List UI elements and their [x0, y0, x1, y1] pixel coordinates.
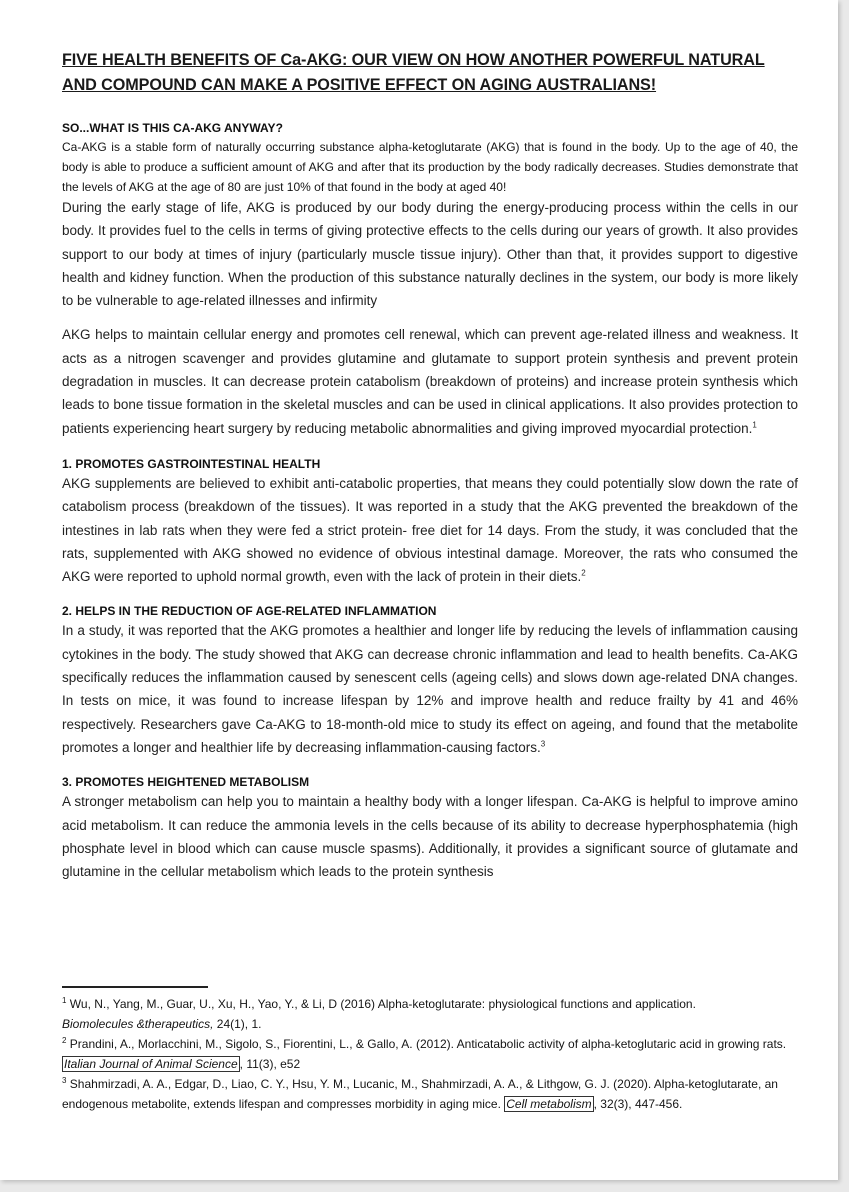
footnote-text: Prandini, A., Morlacchini, M., Sigolo, S., Fiorentini, L., & Gallo, A. (2012). Anticatabolic activity of alpha-ketoglutaric acid in growing rats.	[69, 1037, 787, 1051]
section-body-metabolism: A stronger metabolism can help you to maintain a healthy body with a longer lifespan. Ca-AKG is helpful to improve amino acid metabolism. It can reduce the ammonia levels in the cells because of its ability to decrease hyperphosphatemia (high phosphate level in blood which can cause muscle spasms). Additionally, it provides a significant source of glutamate and glutamine in the cellular metabolism which leads to the protein synthesis	[62, 794, 798, 880]
intro-paragraph-2	[62, 323, 798, 439]
footnote-ref[interactable]: 1	[752, 420, 757, 430]
footnote-details: 24(1), 1.	[216, 1017, 262, 1031]
section-body-gastrointestinal	[62, 472, 798, 588]
footnote-2	[62, 1034, 792, 1074]
section-body-text: AKG supplements are believed to exhibit anti-catabolic properties, that means they could potentially slow down the rate of catabolism process (breakdown of the tissues). It was reported in a study that the AKG prevented the breakdown of the intestines in lab rats when they were fed a strict protein- free diet for 14 days. From the study, it was concluded that the rats, supplemented with AKG showed no evidence of obvious intestinal damage. Moreover, the rats who consumed the AKG were reported to uphold normal growth, even with the lack of protein in their diets.	[62, 475, 798, 585]
footnote-mark: 2	[62, 1036, 67, 1045]
footnote-divider	[62, 986, 208, 988]
section-body-text: In a study, it was reported that the AKG promotes a healthier and longer life by reducing the levels of inflammation causing cytokines in the body. The study showed that AKG can decrease chronic inflammation and lead to health benefits. Ca-AKG specifically reduces the inflammation caused by senescent cells (ageing cells) and slows down age-related DNA changes. In tests on mice, it was found to increase lifespan by 12% and improve health and reduce frailty by 41 and 46% respectively. Researchers gave Ca-AKG to 18-month-old mice to study its effect on ageing, and found that the metabolite promotes a longer and healthier life by decreasing inflammation-causing factors.	[62, 623, 798, 755]
document-content	[62, 48, 798, 883]
footnote-journal-link[interactable]: Cell metabolism	[506, 1097, 592, 1111]
footnote-details: , 11(3), e52	[239, 1057, 301, 1071]
section-body-inflammation	[62, 619, 798, 759]
footnote-text: Wu, N., Yang, M., Guar, U., Xu, H., Yao, Y., & Li, D (2016) Alpha-ketoglutarate: physiological functions and application.	[69, 997, 696, 1011]
footnote-text: Shahmirzadi, A. A., Edgar, D., Liao, C. Y., Hsu, Y. M., Lucanic, M., Shahmirzadi, A. A., & Lithgow, G. J. (2020). Alpha-ketoglutarate, an endogenous metabolite, extends lifespan and compresses morbidity in aging mice.	[62, 1077, 778, 1111]
section-heading-gastrointestinal: 1. PROMOTES GASTROINTESTINAL HEALTH	[62, 456, 321, 471]
footnote-ref[interactable]: 3	[540, 739, 546, 749]
section-heading-metabolism: 3. PROMOTES HEIGHTENED METABOLISM	[62, 775, 310, 790]
footnotes	[62, 994, 792, 1114]
intro-heading: SO...WHAT IS THIS CA-AKG ANYWAY?	[62, 121, 283, 135]
section-heading-inflammation: 2. HELPS IN THE REDUCTION OF AGE-RELATED INFLAMMATION	[62, 604, 437, 619]
footnote-journal: Biomolecules &therapeutics,	[62, 1017, 214, 1031]
footnote-ref[interactable]: 2	[581, 568, 586, 578]
footnote-journal-link[interactable]: Italian Journal of Animal Science	[64, 1057, 238, 1071]
footnote-mark: 1	[62, 996, 67, 1005]
footnote-details: , 32(3), 447-456.	[593, 1097, 683, 1111]
intro-paragraph-2-text: AKG helps to maintain cellular energy and promotes cell renewal, which can prevent age-related illness and weakness. It acts as a nitrogen scavenger and provides glutamine and glutamate to support protein synthesis and prevent protein degradation in muscles. It can decrease protein catabolism (breakdown of proteins) and increase protein synthesis which leads to bone tissue formation in the skeletal muscles and can be used in clinical applications. It also provides protection to patients experiencing heart surgery by reducing metabolic abnormalities and giving improved myocardial protection.	[62, 327, 798, 436]
intro-paragraph-1: During the early stage of life, AKG is produced by our body during the energy-producing process within the cells in our body. It provides fuel to the cells in terms of giving protective effects to the cells during our years of growth. It also provides support to our body at times of injury (particularly muscle tissue injury). Other than that, it provides support to digestive health and kidney function. When the production of this substance naturally declines in the system, our body is more likely to be vulnerable to age-related illnesses and infirmity	[62, 200, 798, 309]
intro-summary: Ca-AKG is a stable form of naturally occurring substance alpha-ketoglutarate (AKG) that is found in the body. Up to the age of 40, the body is able to produce a sufficient amount of AKG and after that its production by the body radically decreases. Studies demonstrate that the levels of AKG at the age of 80 are just 10% of that found in the body at aged 40!	[62, 140, 798, 194]
footnote-3	[62, 1074, 792, 1114]
document-title: FIVE HEALTH BENEFITS OF Ca-AKG: OUR VIEW ON HOW ANOTHER POWERFUL NATURAL AND COMPOUND CAN MAKE A POSITIVE EFFECT ON AGING AUSTRALIANS!	[62, 51, 765, 94]
footnote-1	[62, 994, 792, 1034]
footnote-mark: 3	[62, 1076, 67, 1085]
